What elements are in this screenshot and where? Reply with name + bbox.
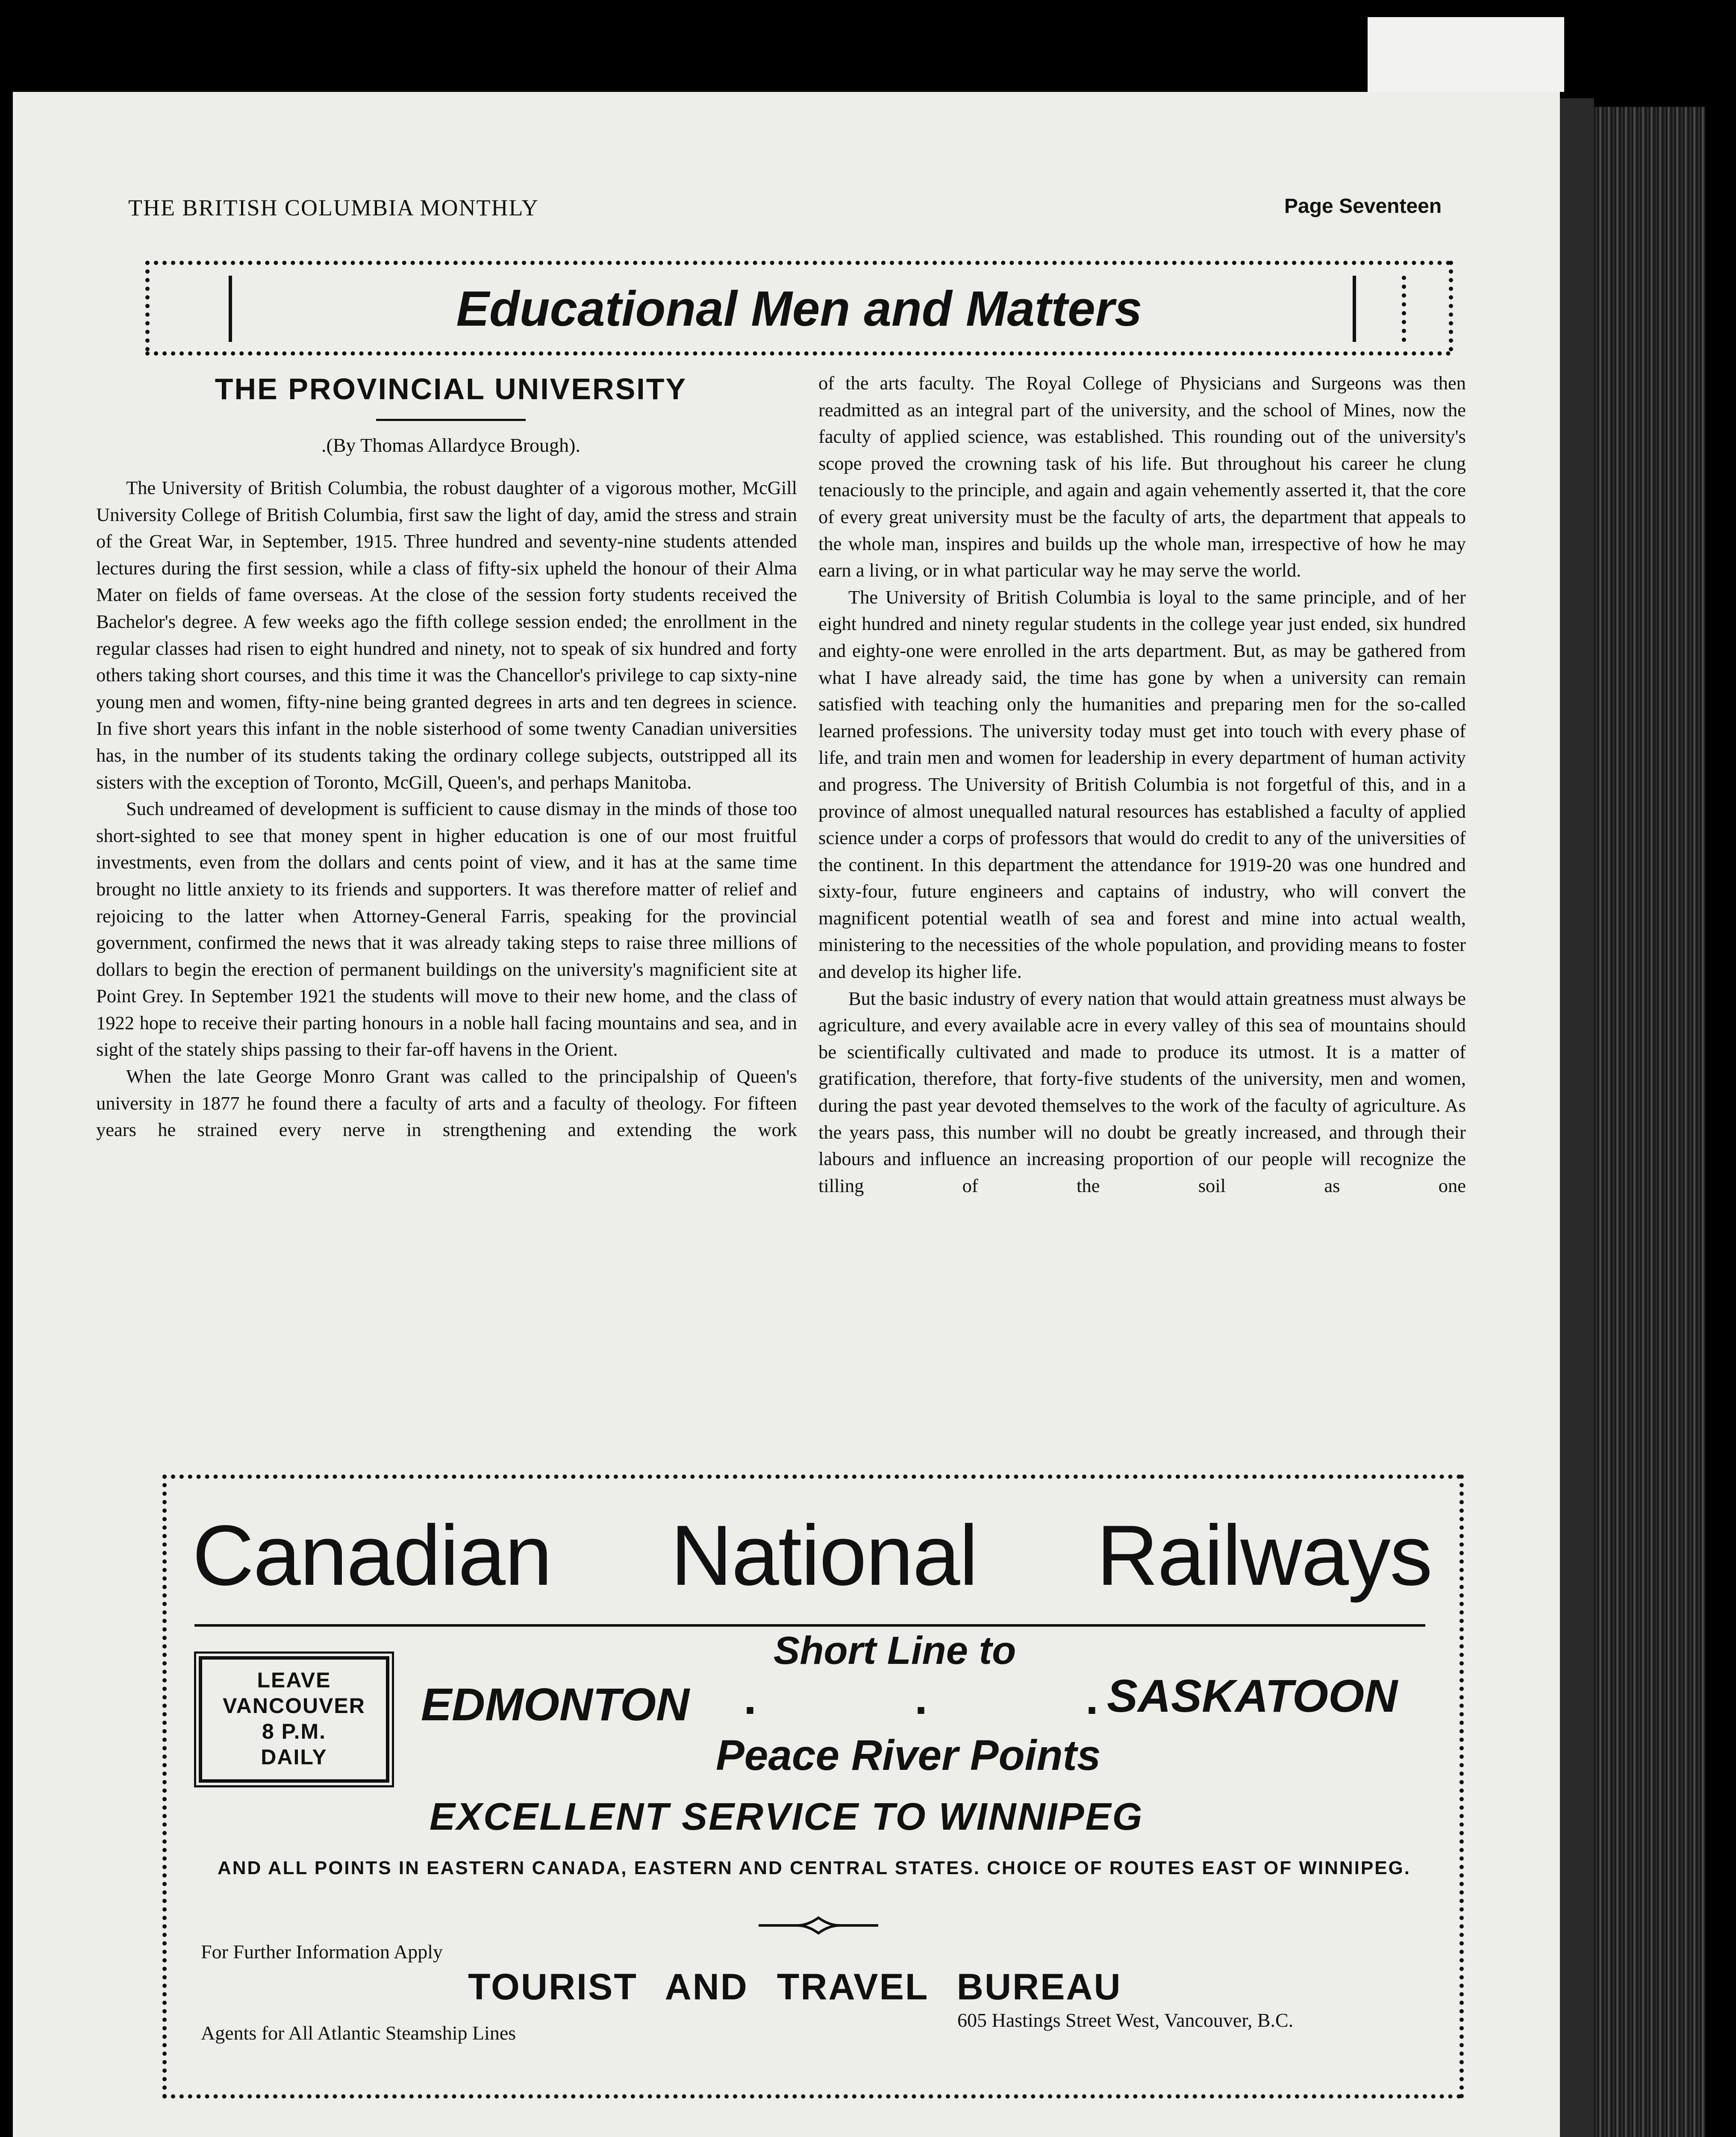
departure-line: VANCOUVER [223, 1694, 365, 1718]
ad-top-border [162, 1475, 1462, 1479]
section-title: Educational Men and Matters [456, 281, 1142, 336]
paragraph: The University of British Columbia is loyal to the same principle, and of her eight hundred and ninety regular students in the college year just ended, six hundred and eighty-one were enrolled in the arts department. But, as may be gathered from what I have already said, the time has gone by when a university can remain satisfied with teaching only the humanities and preparing men for the so-called learned professions. The university today must get into touch with every phase of life, and train men and women for leadership in every department of human activity and progress. The University of British Columbia is not forgetful of this, and in a province of almost unequalled natural resources has established a faculty of applied science under a corps of professors that would do credit to any of the universities of the continent. In this department the attendance for 1919-20 was one hundred and sixty-four, future engineers and captains of industry, who will convert the magnificent potential weatlh of sea and forest and mine into actual wealth, ministering to the necessities of the whole population, and providing means to foster and develop its higher life. [818, 586, 1466, 983]
destination-dots: . . . [744, 1672, 1171, 1724]
paragraph: The University of British Columbia, the robust daughter of a vigorous mother, McGill University College of British Columbia, first saw the light of day, amid the stress and strain of the Great War, in September, 1915. Three hundred and seventy-nine students attended lectures during the first session, while a class of fifty-six upheld the honour of their Alma Mater on fields of fame overseas. At the close of the session forty students received the Bachelor's degree. A few weeks ago the fifth college session ended; the enrollment in the regular classes had risen to eight hundred and ninety, not to speak of six hundred and forty others taking short courses, and this time it was the Chancellor's privilege to cap sixty-nine young men and women, fifty-nine being granted degrees in arts and ten degrees in science. In five short years this infant in the noble sisterhood of some twenty Canadian universities has, in the number of its students taking the ordinary college subjects, outstripped all its sisters with the exception of Toronto, McGill, Queen's, and perhaps Manitoba. [96, 477, 797, 793]
service-winnipeg: EXCELLENT SERVICE TO WINNIPEG [430, 1796, 1144, 1838]
article-column-right [818, 370, 1466, 1199]
ad-bottom-border [162, 2094, 1462, 2099]
further-info: For Further Information Apply [201, 1941, 443, 1963]
departure-line: 8 P.M. [262, 1719, 327, 1743]
adjacent-page-strip [1368, 17, 1564, 92]
destination-saskatoon: SASKATOON [1107, 1670, 1398, 1722]
ad-rule [194, 1624, 1425, 1627]
page-stack-edges [1594, 107, 1705, 2137]
banner-bottom-border [145, 351, 1451, 356]
ornament-divider [756, 1913, 880, 1938]
ad-company-name: Canadian National Railways [192, 1508, 1432, 1603]
routes-text: AND ALL POINTS IN EASTERN CANADA, EASTERN AND CENTRAL STATES. CHOICE OF ROUTES EAST OF WINNIPEG. [217, 1857, 1411, 1878]
article-title: THE PROVINCIAL UNIVERSITY [215, 372, 687, 406]
section-banner [141, 256, 1457, 359]
peace-river-points: Peace River Points [716, 1731, 1101, 1779]
paragraph: Such undreamed of development is sufficient to cause dismay in the minds of those too short-sighted to see that money spent in higher education is one of our most fruitful investments, even from the dollars and cents point of view, and it has at the same time brought no little anxiety to its friends and supporters. It was therefore matter of relief and rejoicing to the latter when Attorney-General Farris, speaking for the provincial government, confirmed the news that it was already taking steps to raise three millions of dollars to begin the erection of permanent buildings on the university's magnificient site at Point Grey. In September 1921 the students will move to their new home, and the class of 1922 hope to receive their parting honours in a noble hall facing mountains and sea, and in sight of the stately ships passing to their far-off havens in the Orient. [96, 798, 797, 1060]
paragraph: When the late George Monro Grant was called to the principalship of Queen's university in 1877 he found there a faculty of arts and a faculty of theology. For fifteen years he strained every nerve in strengthening and extending the work [96, 1066, 797, 1141]
destination-edmonton: EDMONTON [421, 1678, 690, 1730]
short-line-heading: Short Line to [774, 1629, 1016, 1672]
ad-left-border [162, 1475, 167, 2099]
bureau-name: TOURIST AND TRAVEL BUREAU [468, 1966, 1122, 2007]
departure-line: DAILY [261, 1745, 327, 1769]
bureau-address: 605 Hastings Street West, Vancouver, B.C. [957, 2009, 1294, 2031]
running-head: THE BRITISH COLUMBIA MONTHLY [128, 195, 539, 221]
article-column-left [96, 474, 797, 1143]
ad-right-border [1459, 1475, 1464, 2099]
paragraph: But the basic industry of every nation that would attain greatness must always be agriculture, and every available acre in every valley of this sea of mountains should be scientifically cultivated and made to produce its utmost. It is a matter of gratification, therefore, that forty-five students of the university, men and women, during the past year devoted themselves to the work of the faculty of agriculture. As the years pass, this number will no doubt be greatly increased, and through their labours and influence an increasing proportion of our people will recognize the tilling of the soil as one [818, 987, 1466, 1196]
agents-note: Agents for All Atlantic Steamship Lines [201, 2022, 516, 2044]
departure-box [199, 1656, 389, 1783]
paragraph: of the arts faculty. The Royal College of Physicians and Surgeons was then readmitted as an integral part of the university, and the school of Mines, now the faculty of applied science, was established. This rounding out of the university's scope proved the crowning task of his life. But throughout his career he clung tenaciously to the principle, and again and again vehemently asserted it, that the core of every great university must be the faculty of arts, the department that appeals to the whole man, inspires and builds up the whole man, irrespective of how he may earn a living, or in what particular way he may serve the world. [818, 372, 1466, 581]
page-number: Page Seventeen [1284, 195, 1442, 218]
departure-line: LEAVE [257, 1668, 331, 1692]
title-rule [376, 419, 526, 421]
page-gutter-shadow [1556, 98, 1594, 2137]
banner-top-border [145, 261, 1451, 265]
article-byline: .(By Thomas Allardyce Brough). [321, 434, 580, 456]
